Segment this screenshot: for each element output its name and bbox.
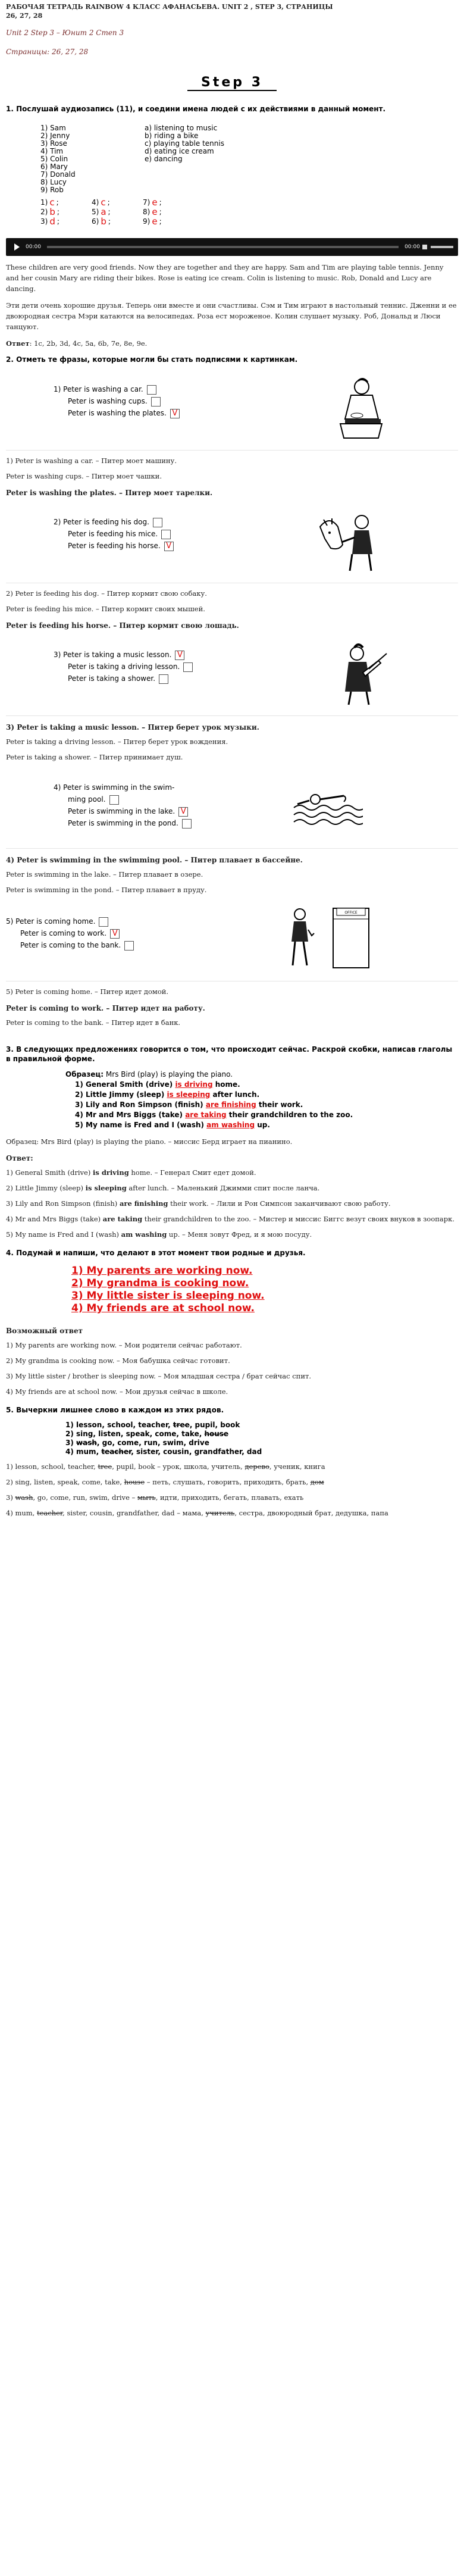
word-text: 4) mum, <box>6 1509 37 1517</box>
task2-options <box>54 516 174 552</box>
checkbox[interactable]: V <box>110 929 120 939</box>
item-end: after lunch. <box>210 1090 260 1099</box>
item-end: their grandchildren to the zoo. <box>226 1111 353 1119</box>
answer-letter: d <box>49 216 55 227</box>
answer-semicolon: ; <box>108 208 111 216</box>
name-item: 9) Rob <box>40 186 64 194</box>
task5-heading: 5. Вычеркни лишнее слово в каждом из этих рядов. <box>6 1406 224 1414</box>
struck-word: wash <box>15 1493 33 1502</box>
item-text: 5) My name is Fred and I (wash) <box>75 1121 207 1129</box>
word-text: , go, come, run, swim, drive <box>96 1439 209 1447</box>
exercise-item <box>65 1080 458 1090</box>
option-text: 2) Peter is feeding his dog. <box>54 518 149 526</box>
option-text: Peter is coming to work. <box>20 929 107 937</box>
name-item: 2) Jenny <box>40 132 70 140</box>
illustration <box>327 376 393 443</box>
answer-letter: b <box>101 216 106 227</box>
checkbox[interactable] <box>161 530 171 539</box>
unit-subtitle: Unit 2 Step 3 – Юнит 2 Степ 3 <box>6 29 124 37</box>
play-icon[interactable] <box>14 243 20 251</box>
checkbox[interactable] <box>153 518 162 527</box>
answer-letter: b <box>49 207 55 217</box>
step-heading: Step 3 <box>201 75 263 90</box>
answer-line <box>6 1229 458 1240</box>
handwritten-line: 3) My little sister is sleeping now. <box>71 1290 265 1302</box>
option-row <box>54 793 192 805</box>
task2-options <box>6 915 134 951</box>
answer-line <box>6 1477 458 1487</box>
option-row <box>6 927 134 939</box>
option-row <box>54 528 174 540</box>
illustration <box>327 642 393 709</box>
word-text: , sister, cousin, grandfather, dad – мама, <box>62 1509 206 1517</box>
checkbox[interactable] <box>151 397 161 407</box>
name-item: 6) Mary <box>40 162 68 171</box>
name-item: 4) Tim <box>40 147 64 155</box>
answer-verb: am washing <box>121 1230 167 1239</box>
task2-picture-block <box>6 505 458 583</box>
word-text: , ученик, книга <box>269 1462 325 1471</box>
action-item: c) playing table tennis <box>145 139 224 148</box>
answer-letter: c <box>101 197 106 208</box>
translation-line: Peter is coming to the bank. – Питер идет в банк. <box>6 1018 181 1027</box>
match-lists <box>40 124 458 194</box>
answer-line <box>6 1461 458 1472</box>
volume-slider[interactable] <box>431 246 453 248</box>
translation-line: Peter is taking a driving lesson. – Питер берет урок вождения. <box>6 737 228 746</box>
translation-line: Peter is swimming in the pond. – Питер плавает в пруду. <box>6 886 207 894</box>
option-text: Peter is feeding his mice. <box>68 530 158 538</box>
answer-end: after lunch. – Маленький Джимми спит после ланча. <box>126 1184 320 1192</box>
example-text: Mrs Bird (play) is playing the piano. <box>105 1070 233 1078</box>
translation-bold: Peter is washing the plates. – Питер моет тарелки. <box>6 489 213 497</box>
answer-cell <box>92 216 143 227</box>
translation-line: 1) Peter is washing a car. – Питер моет машину. <box>6 457 177 465</box>
word-text: 1) lesson, school, teacher, <box>6 1462 98 1471</box>
option-text: 1) Peter is washing a car. <box>54 385 143 393</box>
task2-options <box>54 383 180 419</box>
item-text: 3) Lily and Ron Simpson (finish) <box>75 1101 206 1109</box>
option-text: Peter is swimming in the lake. <box>68 807 175 815</box>
audio-time-start: 00:00 <box>26 244 41 250</box>
answer-semicolon: ; <box>56 198 59 207</box>
word-text: – петь, слушать, говорить, приходить, брать, <box>145 1478 311 1486</box>
checkbox[interactable] <box>182 819 192 829</box>
exercise-item <box>65 1110 458 1120</box>
item-answer: are taking <box>185 1111 227 1119</box>
checkbox[interactable] <box>109 795 119 805</box>
task2-options <box>54 649 193 684</box>
answer-semicolon: ; <box>107 198 110 207</box>
audio-player[interactable] <box>6 238 458 256</box>
answer-number: 7) <box>143 198 151 207</box>
item-text: 2) Little Jimmy (sleep) <box>75 1090 167 1099</box>
name-item: 8) Lucy <box>40 178 67 186</box>
illustration <box>315 509 381 576</box>
option-text: Peter is washing the plates. <box>68 409 167 417</box>
speaker-icon[interactable] <box>422 245 427 249</box>
answer-letter: e <box>152 207 158 217</box>
exercise-item <box>65 1120 458 1130</box>
checkbox[interactable] <box>159 674 168 684</box>
struck-word: tree <box>98 1462 112 1471</box>
struck-word: дерево <box>244 1462 269 1471</box>
option-row <box>54 540 174 552</box>
word-row <box>65 1439 458 1448</box>
answer-cell <box>40 216 92 227</box>
audio-progress-bar[interactable] <box>47 246 399 248</box>
answer-line <box>6 1508 458 1518</box>
answer-line <box>6 1183 458 1193</box>
word-row <box>65 1421 458 1430</box>
option-text: Peter is coming to the bank. <box>20 941 121 949</box>
struck-word: tree <box>173 1421 190 1429</box>
option-row <box>6 939 134 951</box>
answer-cell <box>143 216 194 227</box>
struck-word: teacher <box>101 1448 131 1456</box>
task1-text-ru: Эти дети очень хорошие друзья. Теперь они вместе и они счастливы. Сэм и Тим играют в настольный теннис. Дженни и ее двоюродная сестра Мэри катаются на велосипедах. Роза ест мороженое. Колин слушает музыку. Роб, Дональд и Люси танцуют. <box>6 301 457 331</box>
answer-number: 5) <box>92 208 99 216</box>
option-text: 4) Peter is swimming in the swim- <box>54 783 175 792</box>
checkbox[interactable] <box>99 917 108 927</box>
option-row <box>54 407 180 419</box>
answer-line: 4) My friends are at school now. – Мои друзья сейчас в школе. <box>6 1387 228 1396</box>
task3-heading: 3. В следующих предложениях говорится о том, что происходит сейчас. Раскрой скобки, написав глаголы в правильной форме. <box>6 1045 453 1063</box>
translation-line: Peter is feeding his mice. – Питер кормит своих мышей. <box>6 605 205 613</box>
option-text: Peter is taking a shower. <box>68 674 156 683</box>
answer-semicolon: ; <box>159 208 162 216</box>
answer-line <box>6 1214 458 1224</box>
struck-word: мыть <box>137 1493 156 1502</box>
answer-line: 2) My grandma is cooking now. – Моя бабушка сейчас готовит. <box>6 1356 230 1365</box>
translation-bold: 4) Peter is swimming in the swimming pool. – Питер плавает в бассейне. <box>6 856 303 864</box>
example-line <box>65 1070 458 1080</box>
word-row <box>65 1448 458 1456</box>
struck-word: дом <box>310 1478 324 1486</box>
item-answer: am washing <box>206 1121 255 1129</box>
translation-line: Peter is taking a shower. – Питер принимает душ. <box>6 753 183 761</box>
page-title: РАБОЧАЯ ТЕТРАДЬ RAINBOW 4 КЛАСС АФАНАСЬЕВА. UNIT 2 , STEP 3, СТРАНИЦЫ 26, 27, 28 <box>6 3 333 20</box>
translation-line: 2) Peter is feeding his dog. – Питер кормит свою собаку. <box>6 589 207 598</box>
illustration <box>291 784 363 833</box>
checkbox[interactable]: V <box>178 807 188 817</box>
answer-number: 4) <box>92 198 99 207</box>
word-text: 4) mum, <box>65 1448 102 1456</box>
option-row <box>54 673 193 684</box>
task2-picture-block <box>6 904 458 981</box>
task2-picture-block <box>6 638 458 716</box>
task2-heading: 2. Отметь те фразы, которые могли бы стать подписями к картинкам. <box>6 355 298 364</box>
answer-start: 1) General Smith (drive) <box>6 1168 93 1177</box>
name-item: 5) Colin <box>40 155 68 163</box>
item-answer: is sleeping <box>167 1090 211 1099</box>
answer-verb: is driving <box>92 1168 129 1177</box>
answer-end: home. – Генерал Смит едет домой. <box>128 1168 256 1177</box>
name-item: 3) Rose <box>40 139 67 148</box>
name-item: 1) Sam <box>40 124 66 132</box>
action-item: e) dancing <box>145 155 183 163</box>
name-item: 7) Donald <box>40 170 76 179</box>
answer-number: 6) <box>92 217 99 226</box>
answer-semicolon: ; <box>57 217 59 226</box>
task3-sample: Образец: Mrs Bird (play) is playing the piano. – миссис Берд играет на пианино. <box>6 1137 293 1146</box>
task1-answers <box>40 198 458 226</box>
answer-end: up. – Меня зовут Фред, и я мою посуду. <box>167 1230 312 1239</box>
answer-letter: a <box>101 207 106 217</box>
answer-semicolon: ; <box>108 217 111 226</box>
answer-line <box>6 1167 458 1178</box>
translation-bold: Peter is coming to work. – Питер идет на работу. <box>6 1004 205 1012</box>
word-text: , pupil, book – урок, школа, учитель, <box>112 1462 245 1471</box>
action-item: d) eating ice cream <box>145 147 214 155</box>
word-text: 2) sing, listen, speak, come, take, <box>6 1478 124 1486</box>
answer-number: 9) <box>143 217 151 226</box>
option-text: Peter is swimming in the pond. <box>68 819 178 827</box>
word-text: , идти, приходить, бегать, плавать, ехать <box>155 1493 304 1502</box>
checkbox[interactable] <box>183 662 193 672</box>
word-text: 3) <box>65 1439 77 1447</box>
item-text: 4) Mr and Mrs Biggs (take) <box>75 1111 186 1119</box>
exercise-item <box>65 1090 458 1100</box>
word-text: , go, come, run, swim, drive – <box>33 1493 137 1502</box>
handwritten-line: 2) My grandma is cooking now. <box>71 1277 249 1289</box>
office-sign-text: OFFICE <box>344 911 358 915</box>
answer-line <box>6 1198 458 1209</box>
answer-end: their grandchildren to the zoo. – Мистер и миссис Биггс везут своих внуков в зоопарк. <box>142 1215 454 1223</box>
answer-start: 5) My name is Fred and I (wash) <box>6 1230 121 1239</box>
answer-semicolon: ; <box>57 208 59 216</box>
option-row <box>54 649 193 661</box>
option-row <box>54 516 174 528</box>
option-text: 5) Peter is coming home. <box>6 917 96 926</box>
task4-heading: 4. Подумай и напиши, что делают в этот момент твои родные и друзья. <box>6 1249 306 1257</box>
item-end: up. <box>255 1121 270 1129</box>
translation-line: 5) Peter is coming home. – Питер идет домой. <box>6 987 169 996</box>
checkbox[interactable] <box>124 941 134 951</box>
task3-exercise <box>65 1070 458 1130</box>
task1-answer: Ответ: 1c, 2b, 3d, 4c, 5a, 6b, 7e, 8e, 9e. <box>6 339 148 348</box>
word-text: 2) sing, listen, speak, come, take, <box>65 1430 205 1438</box>
translation-bold: Peter is feeding his horse. – Питер кормит свою лошадь. <box>6 621 239 630</box>
translation-bold: 3) Peter is taking a music lesson. – Питер берет урок музыки. <box>6 723 259 731</box>
action-item: b) riding a bike <box>145 132 199 140</box>
answer-row <box>40 207 458 217</box>
translation-line: Peter is washing cups. – Питер моет чашки. <box>6 472 162 480</box>
pages-label: Страницы: 26, 27, 28 <box>6 48 89 56</box>
answer-number: 1) <box>40 198 48 207</box>
action-item: a) listening to music <box>145 124 218 132</box>
handwritten-line: 4) My friends are at school now. <box>71 1302 255 1314</box>
struck-word: wash <box>76 1439 97 1447</box>
option-text: Peter is taking a driving lesson. <box>68 662 180 671</box>
struck-word: house <box>124 1478 145 1486</box>
answer-letter: e <box>152 197 158 208</box>
example-label: Образец: <box>65 1070 104 1078</box>
checkbox[interactable]: V <box>175 651 184 660</box>
answer-semicolon: ; <box>159 217 162 226</box>
checkbox[interactable]: V <box>164 542 174 551</box>
answer-verb: are finishing <box>119 1199 168 1208</box>
answer-row <box>40 217 458 226</box>
item-end: home. <box>212 1080 240 1089</box>
answer-letter: c <box>49 197 55 208</box>
audio-time-end: 00:00 <box>405 244 420 250</box>
handwritten-line: 1) My parents are working now. <box>71 1265 253 1277</box>
answer-line <box>6 1492 458 1503</box>
answer-start: 2) Little Jimmy (sleep) <box>6 1184 86 1192</box>
word-text: , pupil, book <box>189 1421 240 1429</box>
answer-row <box>40 198 458 207</box>
answer-verb: are taking <box>102 1215 143 1223</box>
option-row <box>54 661 193 673</box>
struck-word: house <box>204 1430 229 1438</box>
word-text: 1) lesson, school, teacher, <box>65 1421 173 1429</box>
checkbox[interactable]: V <box>170 409 180 418</box>
option-row <box>6 915 134 927</box>
item-text: 1) General Smith (drive) <box>75 1080 175 1089</box>
answer-number: 8) <box>143 208 151 216</box>
answer-line: 1) My parents are working now. – Мои родители сейчас работают. <box>6 1341 242 1349</box>
answer-semicolon: ; <box>159 198 162 207</box>
option-row <box>54 781 192 793</box>
option-text: ming pool. <box>68 795 106 804</box>
option-text: Peter is washing cups. <box>68 397 148 405</box>
task2-picture-block <box>6 771 458 849</box>
answer-end: their work. – Лили и Рон Симпсон заканчивают свою работу. <box>168 1199 391 1208</box>
answer-verb: is sleeping <box>85 1184 127 1192</box>
option-row <box>54 383 180 395</box>
answer-letter: e <box>152 216 158 227</box>
option-row <box>54 395 180 407</box>
option-text: 3) Peter is taking a music lesson. <box>54 651 172 659</box>
item-answer: are finishing <box>205 1101 256 1109</box>
task2-options <box>54 781 192 829</box>
word-row <box>65 1430 458 1439</box>
translation-line: Peter is swimming in the lake. – Питер плавает в озере. <box>6 870 203 879</box>
illustration <box>286 906 375 973</box>
struck-word: teacher <box>37 1509 63 1517</box>
answer-number: 3) <box>40 217 48 226</box>
item-end: their work. <box>256 1101 303 1109</box>
task2-picture-block <box>6 373 458 451</box>
option-text: Peter is feeding his horse. <box>68 542 161 550</box>
exercise-item <box>65 1100 458 1110</box>
task1-text-en: These children are very good friends. Now they are together and they are happy. Sam and Tim are playing table tennis. Jenny and her cousin Mary are riding their bikes. Rose is eating ice cream. Colin is listening to music. Rob, Donald and Lucy are dancing. <box>6 263 444 293</box>
task1-heading: 1. Послушай аудиозапись (11), и соедини имена людей с их действиями в данный момент. <box>6 105 386 113</box>
word-text: 3) <box>6 1493 15 1502</box>
option-row <box>54 817 192 829</box>
item-answer: is driving <box>175 1080 213 1089</box>
word-text: , sister, cousin, grandfather, dad <box>131 1448 262 1456</box>
answer-start: 3) Lily and Ron Simpson (finish) <box>6 1199 120 1208</box>
answer-start: 4) Mr and Mrs Biggs (take) <box>6 1215 103 1223</box>
checkbox[interactable] <box>147 385 156 395</box>
answer-line: 3) My little sister / brother is sleeping now. – Моя младшая сестра / брат сейчас спит. <box>6 1372 312 1380</box>
option-row <box>54 805 192 817</box>
word-text: , сестра, двоюродный брат, дедушка, папа <box>234 1509 388 1517</box>
task3-answer-label: Ответ: <box>6 1154 33 1162</box>
answer-number: 2) <box>40 208 48 216</box>
struck-word: учитель <box>205 1509 235 1517</box>
task4-possible-label: Возможный ответ <box>6 1327 83 1335</box>
step-underline <box>187 90 277 91</box>
